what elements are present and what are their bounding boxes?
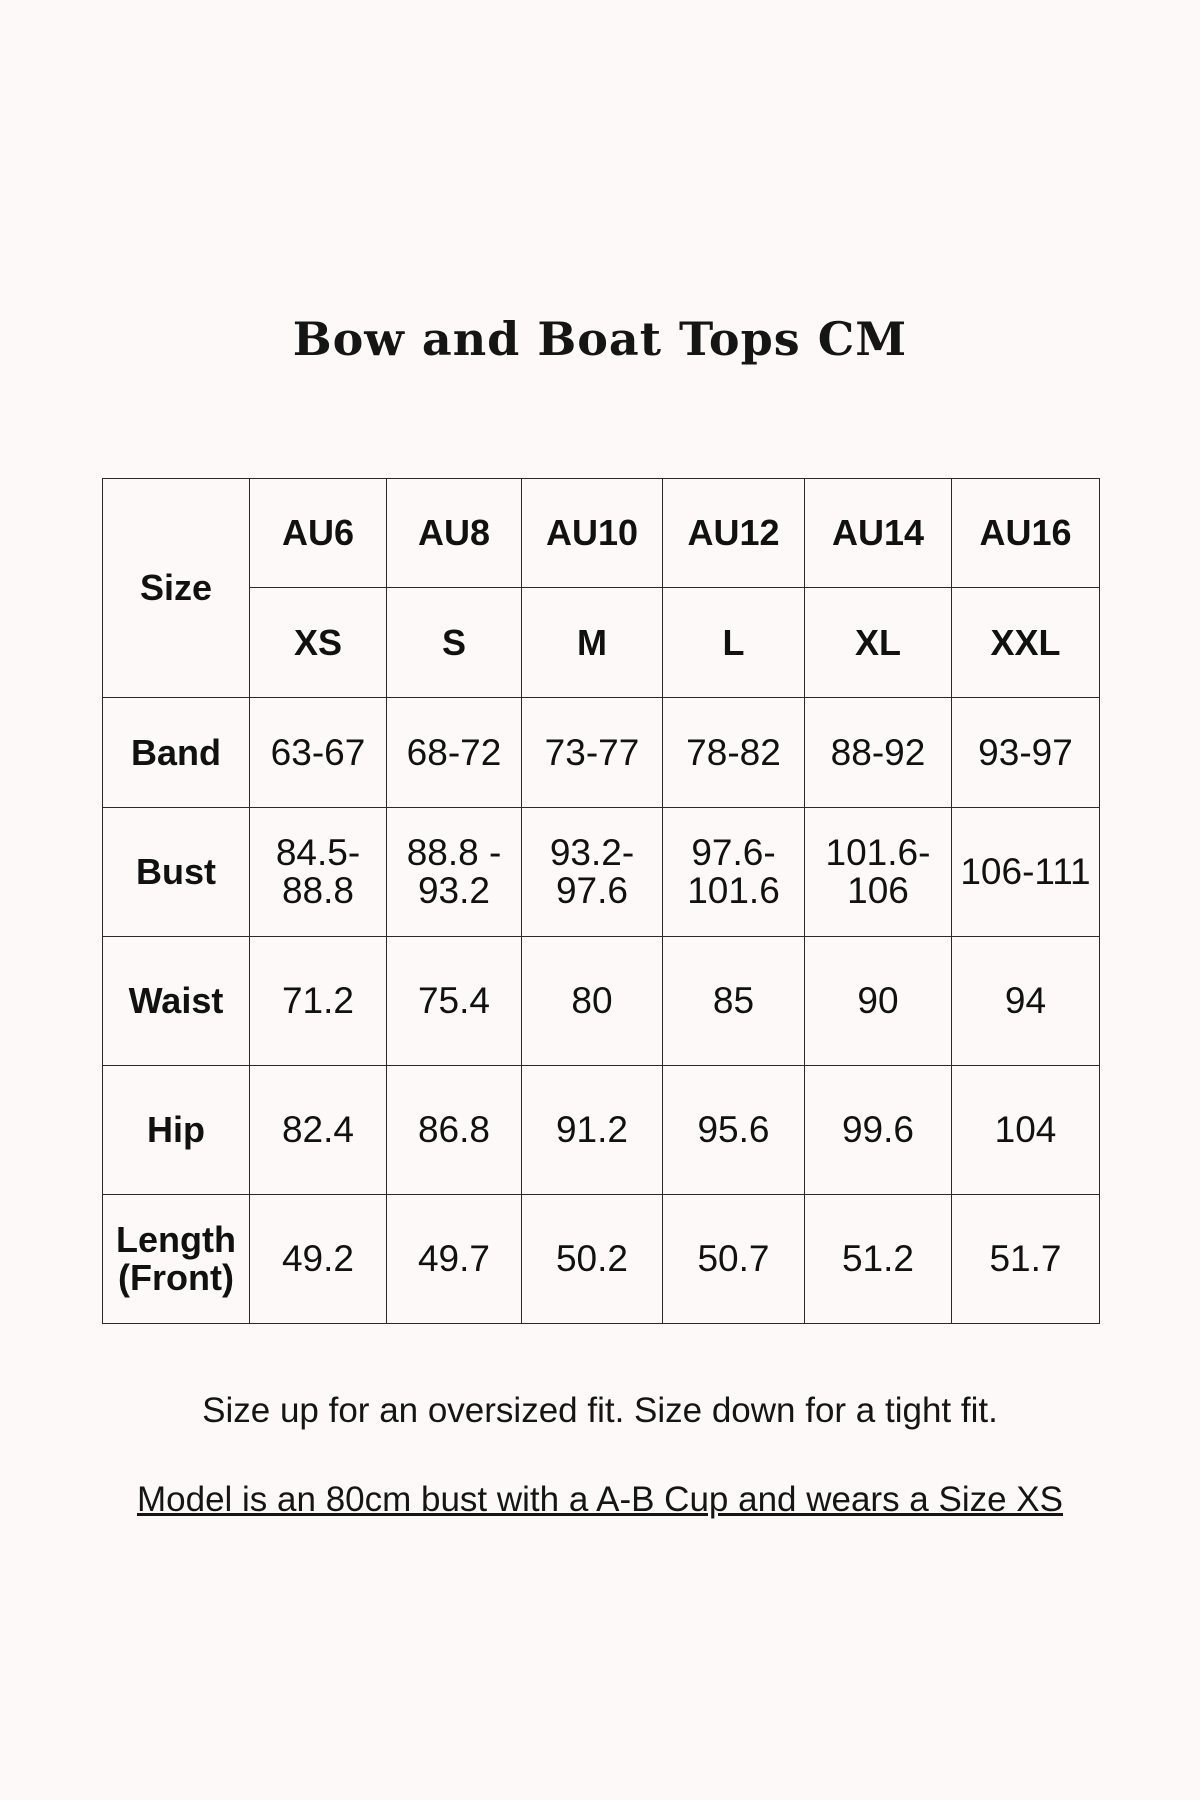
- au-size-cell: AU16: [952, 479, 1100, 588]
- table-cell: 93-97: [952, 698, 1100, 808]
- table-cell: 73-77: [522, 698, 663, 808]
- table-cell: 101.6- 106: [805, 808, 952, 937]
- table-row-waist: [103, 937, 1100, 1066]
- row-label: Waist: [103, 937, 250, 1066]
- table-cell: 94: [952, 937, 1100, 1066]
- table-cell: 85: [663, 937, 805, 1066]
- table-row-hip: [103, 1066, 1100, 1195]
- table-cell: 84.5- 88.8: [250, 808, 387, 937]
- table-cell: 49.7: [387, 1195, 522, 1324]
- table-row-length: [103, 1195, 1100, 1324]
- au-size-row: [103, 479, 1100, 588]
- fit-tip-text: Size up for an oversized fit. Size down for a tight fit.: [202, 1391, 998, 1430]
- table-cell: 106-111: [952, 808, 1100, 937]
- au-size-cell: AU10: [522, 479, 663, 588]
- table-cell: 82.4: [250, 1066, 387, 1195]
- size-chart-table: [102, 478, 1100, 1324]
- table-cell: 91.2: [522, 1066, 663, 1195]
- table-cell: 71.2: [250, 937, 387, 1066]
- au-size-cell: AU8: [387, 479, 522, 588]
- table-cell: 88-92: [805, 698, 952, 808]
- row-label: Bust: [103, 808, 250, 937]
- size-header-label: Size: [103, 479, 250, 698]
- page-title: Bow and Boat Tops CM: [292, 312, 908, 366]
- table-cell: 93.2- 97.6: [522, 808, 663, 937]
- letter-size-cell: XS: [250, 588, 387, 698]
- letter-size-cell: S: [387, 588, 522, 698]
- table-cell: 78-82: [663, 698, 805, 808]
- table-cell: 97.6- 101.6: [663, 808, 805, 937]
- letter-size-cell: XL: [805, 588, 952, 698]
- au-size-cell: AU14: [805, 479, 952, 588]
- table-cell: 49.2: [250, 1195, 387, 1324]
- table-cell: 80: [522, 937, 663, 1066]
- au-size-cell: AU6: [250, 479, 387, 588]
- table-cell: 104: [952, 1066, 1100, 1195]
- table-cell: 50.2: [522, 1195, 663, 1324]
- table-cell: 50.7: [663, 1195, 805, 1324]
- row-label: Hip: [103, 1066, 250, 1195]
- table-cell: 99.6: [805, 1066, 952, 1195]
- table-cell: 68-72: [387, 698, 522, 808]
- row-label: Band: [103, 698, 250, 808]
- table-cell: 51.7: [952, 1195, 1100, 1324]
- table-cell: 51.2: [805, 1195, 952, 1324]
- row-label: Length (Front): [103, 1195, 250, 1324]
- au-size-cell: AU12: [663, 479, 805, 588]
- table-cell: 95.6: [663, 1066, 805, 1195]
- table-row-bust: [103, 808, 1100, 937]
- letter-size-cell: XXL: [952, 588, 1100, 698]
- model-info-link[interactable]: Model is an 80cm bust with a A-B Cup and wears a Size XS: [136, 1480, 1063, 1519]
- table-row-band: [103, 698, 1100, 808]
- letter-size-cell: L: [663, 588, 805, 698]
- table-cell: 75.4: [387, 937, 522, 1066]
- letter-size-cell: M: [522, 588, 663, 698]
- letter-size-row: [103, 588, 1100, 698]
- table-cell: 86.8: [387, 1066, 522, 1195]
- table-cell: 88.8 - 93.2: [387, 808, 522, 937]
- table-cell: 63-67: [250, 698, 387, 808]
- table-cell: 90: [805, 937, 952, 1066]
